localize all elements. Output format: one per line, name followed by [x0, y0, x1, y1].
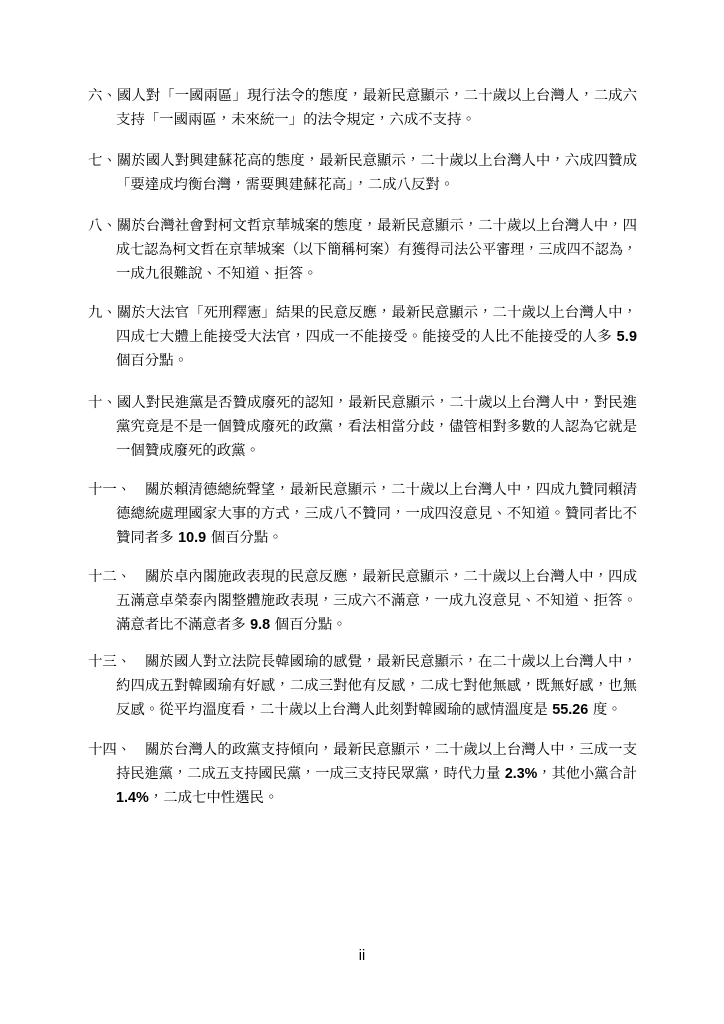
- item-text-line: [116, 613, 637, 637]
- statistic-value: 1.4%: [116, 790, 149, 806]
- item-text-line: 支持「一國兩區，未來統一」的法令規定，六成不支持。: [116, 112, 476, 128]
- item-number: 十四、: [88, 742, 132, 758]
- item-text-line: [116, 526, 637, 550]
- item-number: 十三、: [88, 654, 132, 670]
- list-item-eleven: [0, 478, 724, 550]
- item-number: 九、: [88, 305, 117, 321]
- item-text: ，其他小黨合計: [537, 766, 637, 782]
- list-item-thirteen: [0, 650, 724, 722]
- item-text-line: [88, 149, 637, 173]
- item-text-line: 關於國人對立法院長韓國瑜的感覺，最新民意顯示，在二十歲以上台灣人中，: [145, 654, 638, 670]
- item-text-line: 個百分點。: [116, 353, 188, 369]
- statistic-value: 9.8: [250, 617, 271, 633]
- item-text-line: [116, 325, 637, 349]
- item-text: 國人對民進黨是否贊成廢死的認知，最新民意顯示，二十歲以上台灣人中，對民進: [116, 395, 638, 411]
- item-number: 六、: [88, 88, 117, 104]
- item-text: 關於台灣社會對柯文哲京華城案的態度，最新民意顯示，二十歲以上台灣人中，四: [116, 218, 638, 234]
- item-text-line: 約四成五對韓國瑜有好感，二成三對他有反感，二成七對他無感，既無好感，也無: [116, 678, 638, 694]
- item-text: 反感。從平均溫度看，二十歲以上台灣人此刻對韓國瑜的感情溫度是: [116, 702, 553, 718]
- item-text-line: 關於台灣人的政黨支持傾向，最新民意顯示，二十歲以上台灣人中，三成一支: [145, 742, 638, 758]
- statistic-value: 10.9: [178, 530, 207, 546]
- item-text-line: 一成九很難說、不知道、拒答。: [116, 266, 318, 282]
- item-text: 關於大法官「死刑釋憲」結果的民意反應，最新民意顯示，二十歲以上台灣人中，: [116, 305, 638, 321]
- list-item-eight: [0, 214, 724, 286]
- item-text-line: [88, 301, 637, 325]
- item-number: 八、: [88, 218, 117, 234]
- item-text-line: 「要達成均衡台灣，需要興建蘇花高」，二成八反對。: [116, 177, 455, 193]
- statistic-value: 2.3%: [504, 766, 538, 782]
- item-text: 個百分點。: [206, 530, 283, 546]
- item-text: 滿意者比不滿意者多: [116, 617, 251, 633]
- list-item-six: [0, 84, 724, 132]
- item-text: 持民進黨，二成五支持國民黨，一成三支持民眾黨，時代力量: [116, 766, 505, 782]
- statistic-value: 55.26: [552, 702, 589, 718]
- item-text: 度。: [588, 702, 622, 718]
- item-text: ，二成七中性選民。: [148, 790, 279, 806]
- item-text: 個百分點。: [270, 617, 347, 633]
- item-number: 十、: [88, 395, 117, 411]
- item-text-line: 黨究竟是不是一個贊成廢死的政黨，看法相當分歧，儘管相對多數的人認為它就是: [116, 419, 638, 435]
- item-text-line: 關於賴清德總統聲望，最新民意顯示，二十歲以上台灣人中，四成九贊同賴清: [145, 482, 638, 498]
- item-text: 四成七大體上能接受大法官，四成一不能接受。能接受的人比不能接受的人多: [116, 329, 617, 345]
- page-number: ii: [358, 948, 366, 964]
- item-number: 十二、: [88, 569, 132, 585]
- item-text-line: 關於卓內閣施政表現的民意反應，最新民意顯示，二十歲以上台灣人中，四成: [145, 569, 638, 585]
- list-item-ten: [0, 391, 724, 463]
- list-item-fourteen: [0, 738, 724, 810]
- item-number: 十一、: [88, 482, 132, 498]
- statistic-value: 5.9: [616, 329, 638, 345]
- item-text: 國人對「一國兩區」現行法令的態度，最新民意顯示，二十歲以上台灣人，二成六: [116, 88, 638, 104]
- item-text-line: [88, 391, 637, 415]
- item-text-line: [116, 762, 637, 786]
- item-text-line: 一個贊成廢死的政黨。: [116, 443, 260, 459]
- item-text: 贊同者多: [116, 530, 179, 546]
- list-item-nine: [0, 301, 724, 373]
- list-item-twelve: [0, 565, 724, 637]
- list-item-seven: [0, 149, 724, 197]
- item-text: 關於國人對興建蘇花高的態度，最新民意顯示，二十歲以上台灣人中，六成四贊成: [116, 153, 638, 169]
- item-text-line: [88, 214, 637, 238]
- item-number: 七、: [88, 153, 117, 169]
- item-text-line: [88, 84, 637, 108]
- item-text-line: 五滿意卓榮泰內閣整體施政表現，三成六不滿意，一成九沒意見、不知道、拒答。: [116, 593, 638, 609]
- item-text-line: [116, 698, 637, 722]
- item-text-line: 成七認為柯文哲在京華城案（以下簡稱柯案）有獲得司法公平審理，三成四不認為，: [116, 242, 637, 258]
- item-text-line: 德總統處理國家大事的方式，三成八不贊同，一成四沒意見、不知道。贊同者比不: [116, 506, 638, 522]
- item-text-line: [116, 786, 637, 810]
